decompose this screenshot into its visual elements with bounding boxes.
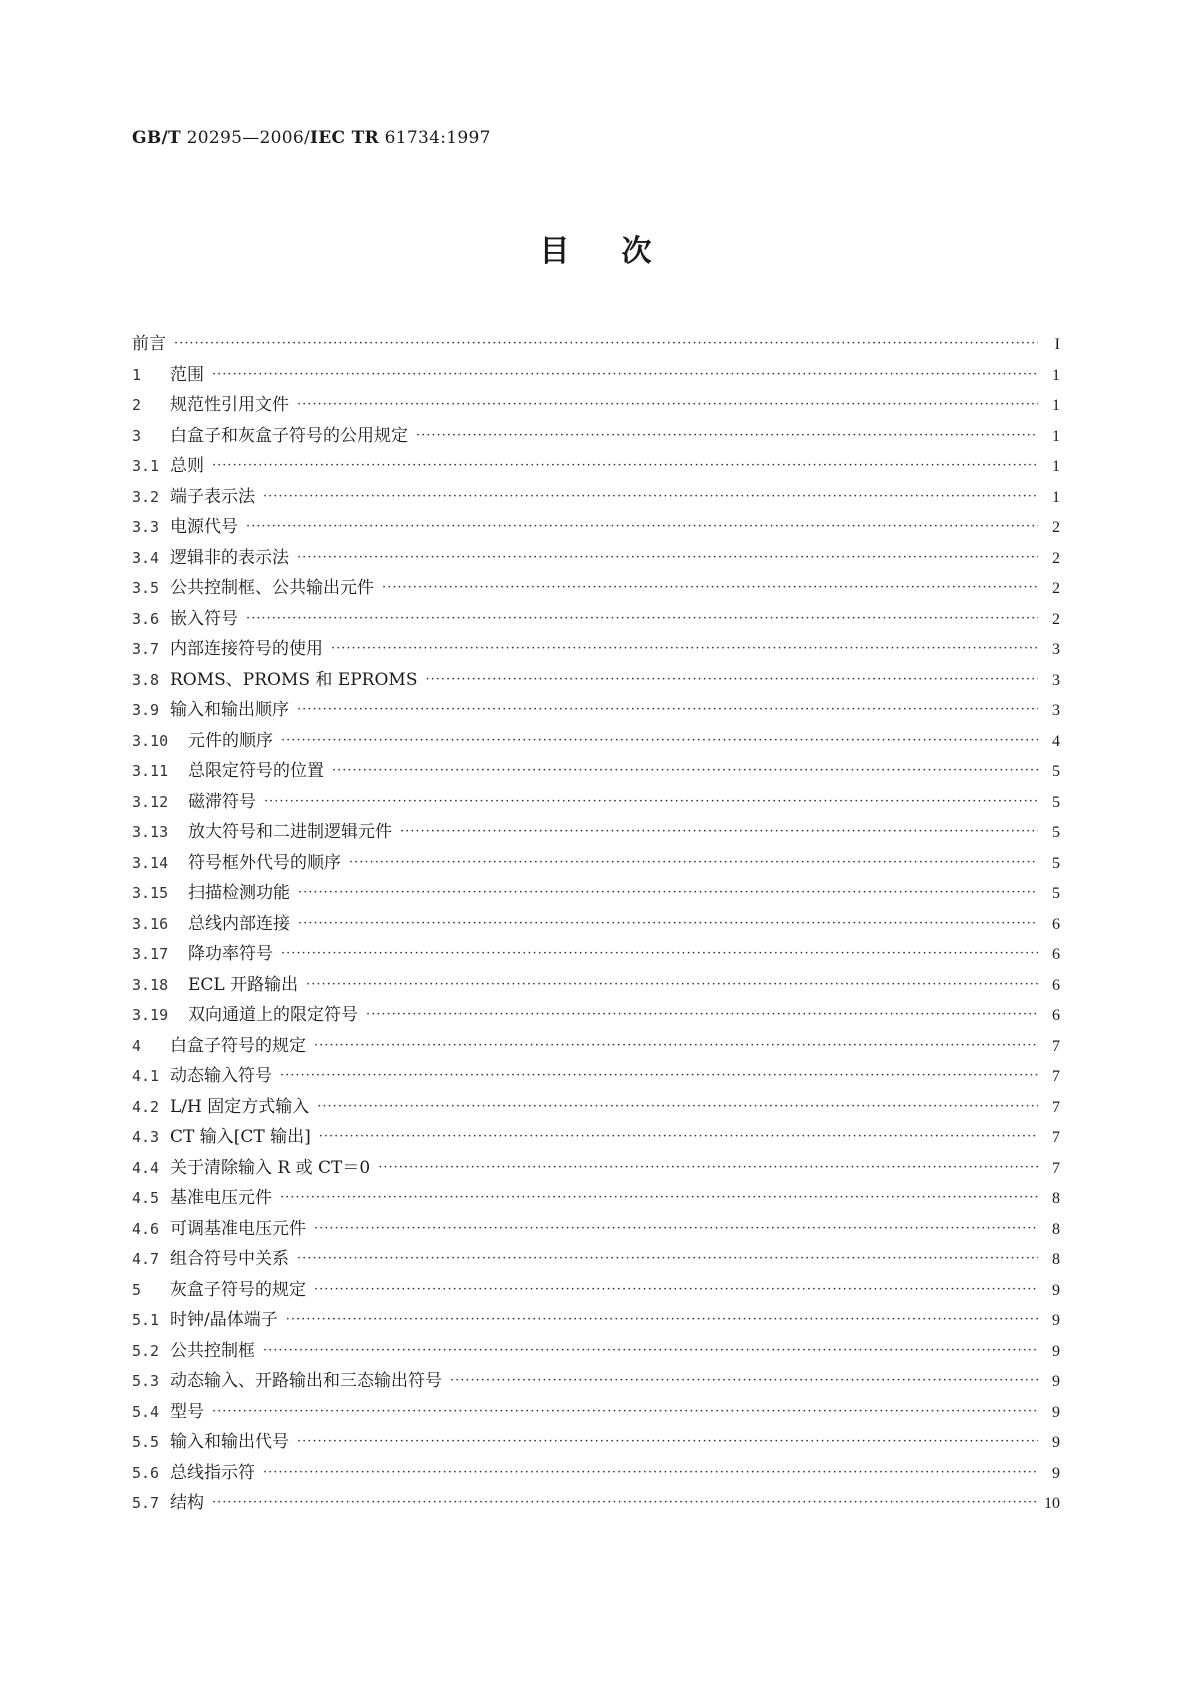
toc-entry-title: 端子表示法 bbox=[170, 486, 255, 507]
toc-entry[interactable] bbox=[132, 543, 1060, 574]
toc-entry-title: 元件的顺序 bbox=[188, 730, 273, 751]
toc-entry-title: 动态输入符号 bbox=[170, 1066, 272, 1086]
toc-entry-title: L/H 固定方式输入 bbox=[170, 1096, 310, 1117]
toc-dot-leader bbox=[263, 1465, 1038, 1480]
toc-entry-page: 3 bbox=[1052, 702, 1060, 719]
toc-entry-number: 5.7 bbox=[132, 1494, 160, 1512]
toc-entry-page: 7 bbox=[1052, 1129, 1060, 1146]
toc-entry-page: 6 bbox=[1052, 946, 1060, 963]
toc-entry-page: 5 bbox=[1052, 793, 1060, 811]
toc-dot-leader bbox=[382, 580, 1038, 595]
toc-entry-title: 总线指示符 bbox=[170, 1462, 255, 1483]
toc-entry-number: 3.3 bbox=[132, 518, 160, 536]
toc-dot-leader bbox=[286, 1312, 1038, 1327]
toc-entry[interactable] bbox=[132, 1305, 1060, 1336]
toc-entry-number: 3.4 bbox=[132, 548, 160, 567]
toc-dot-leader bbox=[264, 794, 1038, 809]
toc-entry-title: 总限定符号的位置 bbox=[188, 761, 324, 781]
toc-entry[interactable] bbox=[132, 1122, 1060, 1153]
toc-dot-leader bbox=[400, 824, 1038, 839]
toc-entry-number: 4.1 bbox=[132, 1067, 160, 1085]
toc-entry-number: 5.5 bbox=[132, 1433, 160, 1451]
toc-dot-leader bbox=[281, 946, 1038, 961]
toc-entry-title: 公共控制框 bbox=[170, 1340, 255, 1361]
toc-dot-leader bbox=[281, 733, 1038, 748]
toc-entry-number: 3.7 bbox=[132, 640, 160, 658]
standard-number: 20295—2006/ bbox=[180, 128, 311, 148]
toc-entry-number: 3.16 bbox=[132, 914, 169, 933]
toc-dot-leader bbox=[212, 1404, 1038, 1419]
toc-entry[interactable] bbox=[132, 1031, 1060, 1062]
toc-dot-leader bbox=[314, 1282, 1038, 1297]
toc-entry-page: 6 bbox=[1052, 915, 1060, 933]
toc-entry-title: 基准电压元件 bbox=[170, 1188, 272, 1208]
toc-entry[interactable] bbox=[132, 329, 1060, 360]
toc-entry-page: 1 bbox=[1052, 458, 1060, 475]
toc-entry-title: 白盒子和灰盒子符号的公用规定 bbox=[170, 425, 408, 446]
toc-entry-title: 白盒子符号的规定 bbox=[170, 1035, 306, 1056]
toc-dot-leader bbox=[280, 1068, 1038, 1083]
toc-dot-leader bbox=[332, 763, 1038, 778]
toc-entry[interactable] bbox=[132, 817, 1060, 848]
toc-dot-leader bbox=[331, 641, 1038, 656]
toc-entry-page: 5 bbox=[1052, 885, 1060, 902]
toc-entry[interactable] bbox=[132, 909, 1060, 940]
toc-dot-leader bbox=[366, 1007, 1038, 1022]
toc-entry-page: 9 bbox=[1052, 1403, 1060, 1421]
toc-entry-title: 总线内部连接 bbox=[188, 913, 290, 934]
toc-entry-page: 2 bbox=[1052, 519, 1060, 536]
toc-dot-leader bbox=[297, 1251, 1038, 1266]
toc-entry-page: 9 bbox=[1052, 1312, 1060, 1329]
toc-dot-leader bbox=[263, 1343, 1038, 1358]
toc-entry-title: 电源代号 bbox=[170, 517, 238, 537]
toc-entry-title: 型号 bbox=[170, 1401, 204, 1422]
toc-entry[interactable] bbox=[132, 634, 1060, 665]
toc-entry-page: 7 bbox=[1052, 1068, 1060, 1085]
toc-entry-number: 3.14 bbox=[132, 853, 169, 872]
toc-dot-leader bbox=[450, 1373, 1038, 1388]
toc-entry[interactable] bbox=[132, 1397, 1060, 1428]
toc-entry[interactable] bbox=[132, 878, 1060, 909]
toc-dot-leader bbox=[297, 1434, 1038, 1449]
toc-entry-page: I bbox=[1054, 336, 1060, 353]
toc-entry[interactable] bbox=[132, 1488, 1060, 1519]
toc-entry-number: 4.2 bbox=[132, 1097, 160, 1116]
toc-entry-number: 5 bbox=[132, 1280, 142, 1299]
toc-entry[interactable] bbox=[132, 1427, 1060, 1458]
toc-entry-number: 3.1 bbox=[132, 457, 160, 475]
toc-entry[interactable] bbox=[132, 1366, 1060, 1397]
toc-entry-title: 放大符号和二进制逻辑元件 bbox=[188, 822, 392, 842]
toc-entry-title: 总则 bbox=[170, 456, 204, 476]
toc-dot-leader bbox=[246, 519, 1038, 534]
toc-entry-number: 5.3 bbox=[132, 1372, 160, 1390]
toc-entry-number: 3.19 bbox=[132, 1006, 169, 1024]
toc-entry-page: 2 bbox=[1052, 549, 1060, 567]
toc-entry[interactable] bbox=[132, 939, 1060, 970]
toc-dot-leader bbox=[314, 1038, 1038, 1053]
toc-entry-title: 公共控制框、公共输出元件 bbox=[170, 578, 374, 598]
toc-entry-number: 3.10 bbox=[132, 731, 169, 750]
toc-dot-leader bbox=[314, 1221, 1038, 1236]
toc-dot-leader bbox=[317, 1099, 1038, 1114]
toc-entry[interactable] bbox=[132, 421, 1060, 452]
iec-number: 61734:1997 bbox=[378, 128, 491, 148]
toc-entry[interactable] bbox=[132, 1275, 1060, 1306]
toc-entry-page: 1 bbox=[1052, 427, 1060, 445]
toc-entry[interactable] bbox=[132, 1153, 1060, 1184]
toc-entry-page: 6 bbox=[1052, 976, 1060, 994]
toc-dot-leader bbox=[306, 977, 1038, 992]
toc-entry-number: 3.18 bbox=[132, 975, 169, 994]
toc-entry-title: CT 输入[CT 输出] bbox=[170, 1127, 311, 1147]
toc-entry[interactable] bbox=[132, 1000, 1060, 1031]
toc-entry-title: ROMS、PROMS 和 EPROMS bbox=[170, 669, 418, 690]
toc-dot-leader bbox=[263, 489, 1038, 504]
toc-entry-title: 灰盒子符号的规定 bbox=[170, 1279, 306, 1300]
table-of-contents bbox=[132, 329, 1060, 1519]
toc-entry-page: 8 bbox=[1052, 1220, 1060, 1238]
toc-entry-number: 4.4 bbox=[132, 1158, 160, 1177]
toc-entry[interactable] bbox=[132, 573, 1060, 604]
toc-entry-page: 9 bbox=[1052, 1434, 1060, 1451]
toc-dot-leader bbox=[174, 336, 1038, 351]
toc-entry-page: 7 bbox=[1052, 1159, 1060, 1177]
toc-entry-page: 9 bbox=[1052, 1464, 1060, 1482]
toc-entry-page: 8 bbox=[1052, 1190, 1060, 1207]
toc-entry-number: 4.3 bbox=[132, 1128, 160, 1146]
toc-dot-leader bbox=[280, 1190, 1038, 1205]
toc-entry-number: 3.15 bbox=[132, 884, 169, 902]
toc-dot-leader bbox=[349, 855, 1038, 870]
toc-entry-number: 1 bbox=[132, 365, 142, 384]
toc-entry-title: 结构 bbox=[170, 1493, 204, 1513]
toc-entry[interactable] bbox=[132, 1244, 1060, 1275]
toc-entry[interactable] bbox=[132, 1061, 1060, 1092]
toc-entry-number: 5.1 bbox=[132, 1311, 160, 1329]
toc-entry-page: 2 bbox=[1052, 580, 1060, 597]
toc-entry-number: 4.7 bbox=[132, 1250, 160, 1268]
toc-entry-number: 3.17 bbox=[132, 945, 169, 963]
page-title: 目次 bbox=[539, 234, 704, 269]
toc-entry-title: 范围 bbox=[170, 364, 204, 385]
toc-entry[interactable] bbox=[132, 756, 1060, 787]
toc-dot-leader bbox=[298, 916, 1038, 931]
toc-entry-page: 7 bbox=[1052, 1098, 1060, 1116]
toc-entry-page: 5 bbox=[1052, 824, 1060, 841]
toc-entry-title: 降功率符号 bbox=[188, 944, 273, 964]
toc-entry-page: 7 bbox=[1052, 1037, 1060, 1055]
toc-entry-page: 5 bbox=[1052, 854, 1060, 872]
toc-dot-leader bbox=[212, 458, 1038, 473]
toc-entry-page: 9 bbox=[1052, 1373, 1060, 1390]
document-header bbox=[132, 128, 491, 148]
toc-entry-title: 规范性引用文件 bbox=[170, 395, 289, 415]
toc-entry[interactable] bbox=[132, 665, 1060, 696]
toc-entry[interactable] bbox=[132, 1458, 1060, 1489]
toc-entry-page: 6 bbox=[1052, 1007, 1060, 1024]
toc-entry[interactable] bbox=[132, 1092, 1060, 1123]
toc-entry-number: 3.2 bbox=[132, 487, 160, 506]
toc-entry-title: 嵌入符号 bbox=[170, 608, 238, 629]
toc-entry-number: 3.5 bbox=[132, 579, 160, 597]
toc-entry-number: 4.6 bbox=[132, 1219, 160, 1238]
toc-entry-title: 内部连接符号的使用 bbox=[170, 639, 323, 659]
toc-entry[interactable] bbox=[132, 787, 1060, 818]
toc-entry[interactable] bbox=[132, 604, 1060, 635]
toc-dot-leader bbox=[425, 672, 1038, 687]
toc-entry-title: 符号框外代号的顺序 bbox=[188, 852, 341, 873]
toc-entry-number: 3.11 bbox=[132, 762, 169, 780]
toc-entry-page: 5 bbox=[1052, 763, 1060, 780]
toc-entry-number: 3.6 bbox=[132, 609, 160, 628]
toc-entry-title: 前言 bbox=[132, 334, 166, 354]
toc-entry-title: 组合符号中关系 bbox=[170, 1249, 289, 1269]
toc-entry[interactable] bbox=[132, 695, 1060, 726]
toc-entry-page: 2 bbox=[1052, 610, 1060, 628]
toc-entry-number: 3.12 bbox=[132, 792, 169, 811]
toc-entry[interactable] bbox=[132, 482, 1060, 513]
toc-entry[interactable] bbox=[132, 360, 1060, 391]
toc-entry-title: 动态输入、开路输出和三态输出符号 bbox=[170, 1371, 442, 1391]
toc-dot-leader bbox=[212, 367, 1038, 382]
toc-entry-page: 1 bbox=[1052, 397, 1060, 414]
toc-entry[interactable] bbox=[132, 848, 1060, 879]
toc-entry-number: 4.5 bbox=[132, 1189, 160, 1207]
toc-entry-page: 10 bbox=[1044, 1495, 1060, 1512]
toc-entry-number: 5.4 bbox=[132, 1402, 160, 1421]
toc-entry[interactable] bbox=[132, 451, 1060, 482]
toc-entry[interactable] bbox=[132, 726, 1060, 757]
toc-dot-leader bbox=[212, 1495, 1038, 1510]
toc-dot-leader bbox=[319, 1129, 1038, 1144]
toc-entry[interactable] bbox=[132, 512, 1060, 543]
toc-dot-leader bbox=[297, 702, 1038, 717]
toc-entry[interactable] bbox=[132, 390, 1060, 421]
toc-entry-page: 1 bbox=[1052, 488, 1060, 506]
toc-dot-leader bbox=[298, 885, 1038, 900]
toc-entry-title: 关于清除输入 R 或 CT＝0 bbox=[170, 1157, 371, 1178]
toc-entry-page: 3 bbox=[1052, 671, 1060, 689]
toc-dot-leader bbox=[297, 397, 1038, 412]
toc-entry-number: 5.6 bbox=[132, 1463, 160, 1482]
toc-entry-number: 3 bbox=[132, 426, 142, 445]
toc-entry[interactable] bbox=[132, 1214, 1060, 1245]
toc-entry[interactable] bbox=[132, 1183, 1060, 1214]
toc-entry-page: 9 bbox=[1052, 1281, 1060, 1299]
toc-entry[interactable] bbox=[132, 970, 1060, 1001]
toc-entry-title: 输入和输出顺序 bbox=[170, 700, 289, 720]
toc-entry-page: 1 bbox=[1052, 366, 1060, 384]
toc-entry-title: ECL 开路输出 bbox=[188, 974, 299, 995]
toc-entry-title: 输入和输出代号 bbox=[170, 1432, 289, 1452]
toc-entry-page: 9 bbox=[1052, 1342, 1060, 1360]
toc-entry-title: 逻辑非的表示法 bbox=[170, 547, 289, 568]
toc-entry-number: 3.13 bbox=[132, 823, 169, 841]
toc-entry-title: 双向通道上的限定符号 bbox=[188, 1005, 358, 1025]
toc-entry-page: 8 bbox=[1052, 1251, 1060, 1268]
toc-entry-page: 3 bbox=[1052, 641, 1060, 658]
toc-entry-title: 可调基准电压元件 bbox=[170, 1218, 306, 1239]
toc-entry-page: 4 bbox=[1052, 732, 1060, 750]
toc-entry-title: 扫描检测功能 bbox=[188, 883, 290, 903]
iec-code: IEC TR bbox=[310, 128, 379, 148]
toc-dot-leader bbox=[246, 611, 1038, 626]
toc-entry-number: 3.8 bbox=[132, 670, 160, 689]
toc-entry-title: 时钟/晶体端子 bbox=[170, 1310, 278, 1330]
toc-entry-number: 4 bbox=[132, 1036, 142, 1055]
toc-dot-leader bbox=[378, 1160, 1038, 1175]
toc-entry-number: 3.9 bbox=[132, 701, 160, 719]
toc-dot-leader bbox=[416, 428, 1038, 443]
toc-entry-number: 2 bbox=[132, 396, 142, 414]
toc-entry-number: 5.2 bbox=[132, 1341, 160, 1360]
toc-dot-leader bbox=[297, 550, 1038, 565]
toc-entry-title: 磁滞符号 bbox=[188, 791, 256, 812]
toc-entry[interactable] bbox=[132, 1336, 1060, 1367]
standard-code: GB/T bbox=[132, 128, 181, 148]
